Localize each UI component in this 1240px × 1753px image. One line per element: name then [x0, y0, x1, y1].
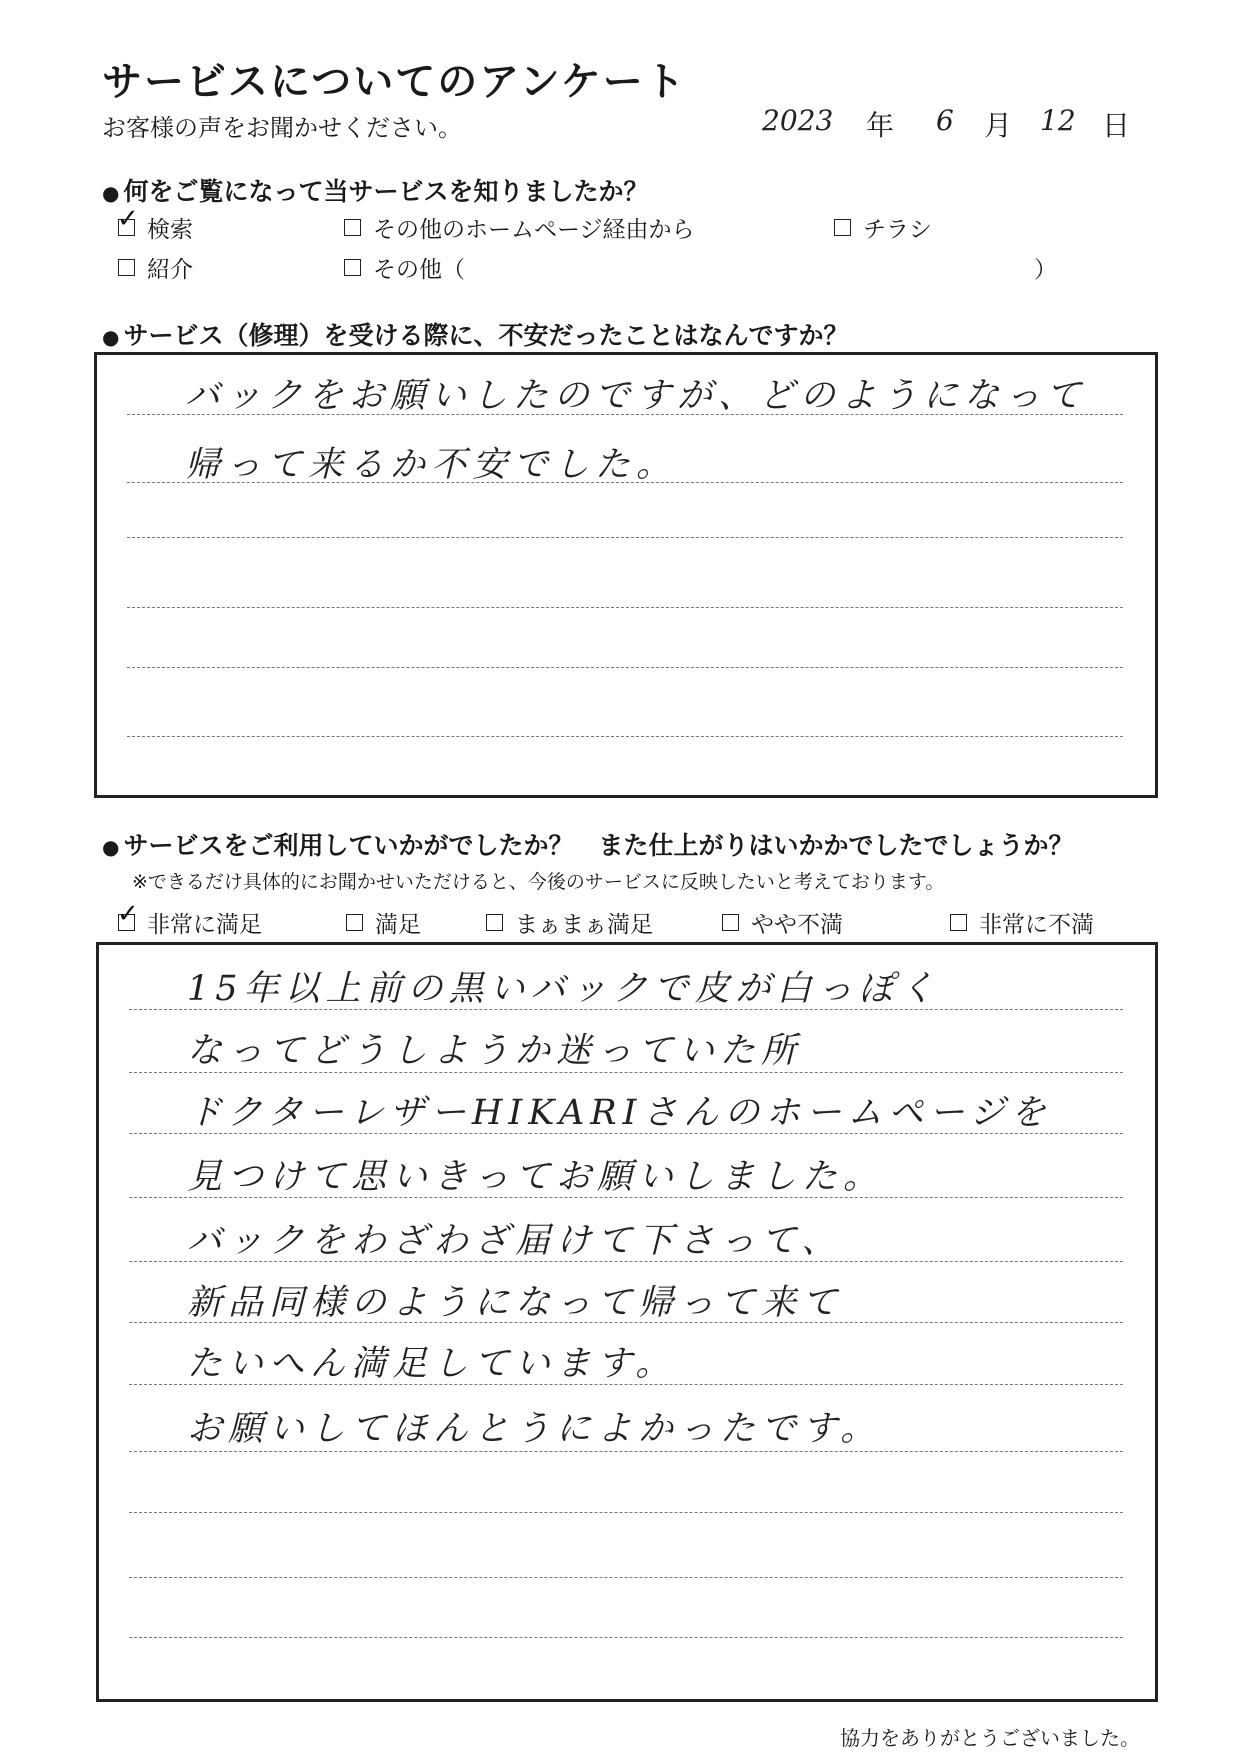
q3-answer-line: お願いしてほんとうによかったです。	[187, 1409, 882, 1449]
checkbox-icon[interactable]	[722, 914, 739, 931]
q3-answer-line: ドクターレザーHIKARIさんのホームページを	[187, 1093, 1052, 1133]
q1-heading: ● 何をご覧になって当サービスを知りましたか？	[102, 177, 649, 206]
checkbox-checked-icon[interactable]	[117, 204, 139, 236]
q2-answer-box[interactable]	[94, 352, 1158, 798]
q3-option-somewhat-dissatisfied[interactable]: やや不満	[722, 906, 843, 939]
q3-option-satisfied[interactable]: 満足	[346, 906, 421, 939]
q2-heading: ● サービス（修理）を受ける際に、不安だったことはなんですか？	[102, 321, 849, 350]
q1-option-other-homepage[interactable]: その他のホームページ経由から	[344, 211, 695, 244]
ruled-line	[127, 667, 1123, 668]
q3-note: ※できるだけ具体的にお聞かせいただけると、今後のサービスに反映したいと考えております。	[132, 871, 945, 893]
date-year-value: 2023	[762, 104, 834, 137]
date-year-label: 年	[866, 109, 895, 142]
q3-answer-box[interactable]	[96, 942, 1158, 1702]
q1-option-other[interactable]: その他（	[344, 251, 465, 284]
q2-answer-line: 帰って来るか不安でした。	[185, 445, 678, 485]
date-month-value: 6	[936, 104, 954, 137]
q1-option-referral[interactable]: 紹介	[118, 251, 193, 284]
checkbox-icon[interactable]	[344, 219, 361, 236]
ruled-line	[129, 1577, 1123, 1578]
ruled-line	[129, 1512, 1123, 1513]
ruled-line	[127, 537, 1123, 538]
bullet-dot-icon: ●	[102, 181, 120, 205]
date-day-value: 12	[1040, 104, 1076, 137]
checkbox-icon[interactable]	[346, 914, 363, 931]
q3-answer-line: なってどうしようか迷っていた所	[187, 1031, 803, 1071]
footer-thanks: 協力をありがとうございました。	[840, 1726, 1140, 1750]
ruled-line	[127, 736, 1123, 737]
checkbox-icon[interactable]	[950, 914, 967, 931]
q3-answer-line: 15年以上前の黒いバックで皮が白っぽく	[187, 969, 941, 1009]
checkbox-icon[interactable]	[486, 914, 503, 931]
ruled-line	[129, 1637, 1123, 1638]
q2-answer-line: バックをお願いしたのですが、どのようになって	[185, 376, 1088, 416]
q1-option-search[interactable]: ✓ 検索	[117, 204, 193, 243]
bullet-dot-icon: ●	[102, 325, 120, 349]
q3-option-somewhat-satisfied[interactable]: まぁまぁ満足	[486, 906, 653, 939]
bullet-dot-icon: ●	[102, 835, 120, 859]
ruled-line	[127, 607, 1123, 608]
q3-option-very-satisfied[interactable]: ✓ 非常に満足	[117, 899, 262, 938]
page-title: サービスについてのアンケート	[102, 59, 687, 105]
q3-answer-line: 見つけて思いきってお願いしました。	[187, 1157, 885, 1197]
q3-answer-line: バックをわざわざ届けて下さって、	[187, 1221, 843, 1261]
page-subtitle: お客様の声をお聞かせください。	[102, 114, 462, 142]
q1-other-close-paren: ）	[1034, 257, 1057, 283]
checkbox-icon[interactable]	[834, 219, 851, 236]
checkbox-icon[interactable]	[118, 259, 135, 276]
checkbox-checked-icon[interactable]	[117, 899, 139, 931]
q3-answer-line: たいへん満足しています。	[187, 1344, 677, 1384]
checkbox-icon[interactable]	[344, 259, 361, 276]
checkmark-icon: ✓	[117, 899, 139, 929]
q3-answer-line: 新品同様のようになって帰って来て	[187, 1283, 844, 1323]
q3-option-very-dissatisfied[interactable]: 非常に不満	[950, 906, 1094, 939]
ruled-line	[129, 1451, 1123, 1452]
q3-heading: ● サービスをご利用していかがでしたか？ また仕上がりはいかかでしたでしょうか？	[102, 831, 1074, 860]
checkmark-icon: ✓	[117, 204, 139, 234]
q1-option-flyer[interactable]: チラシ	[834, 211, 932, 244]
date-month-label: 月	[984, 109, 1013, 142]
date-day-label: 日	[1102, 109, 1131, 142]
